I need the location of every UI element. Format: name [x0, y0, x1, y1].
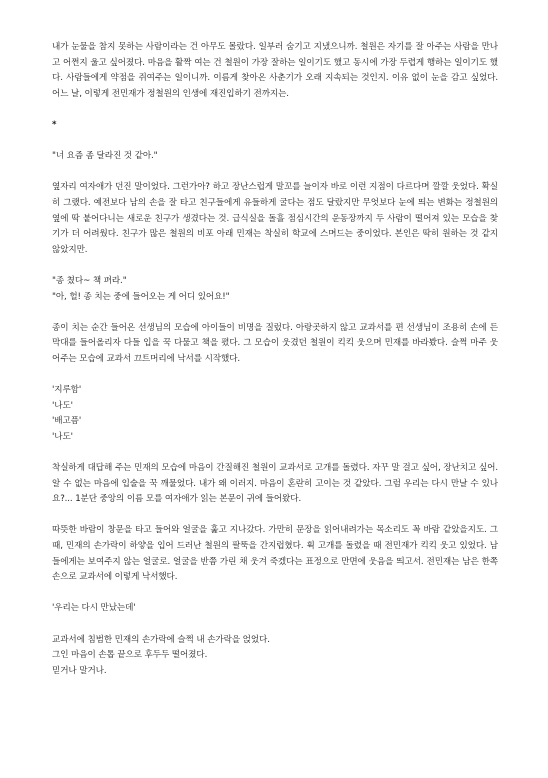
text-line: "아, 헐! 종 치는 중에 들어오는 게 어디 있어요!" — [52, 291, 230, 302]
text-line: 그인 마음이 손톱 끝으로 후두두 떨어졌다. — [52, 650, 208, 661]
text-line: '나도' — [52, 400, 73, 411]
text-line: "종 쳤다~ 책 펴라." — [52, 275, 127, 286]
document-body — [52, 40, 498, 679]
text-line: '우리는 다시 만났는데' — [52, 603, 136, 614]
paragraph: 종이 치는 순간 들어온 선생님의 모습에 아이들이 비명을 질렀다. 아랑곳하지 않고 교과서를 편 선생님이 조용히 손에 든 막대를 들어올리자 다들 입을 꾹 다물고 책을 폈다. 그 모습이 웃겼던 철원이 킥킥 웃으며 민재를 바라봤다. 슬쩍 마주 웃어주는 모습에 교과서 끄트머리에 낙서를 시작했다. — [52, 322, 498, 364]
text-line: '배고픔' — [52, 416, 82, 427]
text-line: '지루함' — [52, 385, 82, 396]
paragraph-gap — [52, 617, 498, 633]
paragraph-gap — [52, 258, 498, 274]
paragraph: 따뜻한 바람이 창문을 타고 들어와 얼굴을 훑고 지나갔다. 가만히 문장을 읽어내려가는 목소리도 꼭 바람 같았을지도. 그때, 민재의 손가락이 하얗을 입어 드러난 철원의 팔뚝을 간지럽혔다. 휙 고개를 돌렸을 때 전민재가 킥킥 웃고 있었다. 남들에게는 보여주지 않는 얼굴로. 얼굴을 반쯤 가린 채 웃겨 죽겠다는 표정으로 만면에 웃음을 띄고서. 전민재는 남은 한쪽 손으로 교과서에 이렇게 낙서했다. — [52, 525, 498, 583]
paragraph-gap — [52, 508, 498, 524]
paragraph: "너 요즘 좀 달라진 것 같아." — [52, 151, 158, 162]
paragraph: 내가 눈물을 참지 못하는 사람이라는 건 아무도 몰랐다. 일부러 숨기고 지냈으니까. 철원은 자기를 잘 아주는 사람을 만나고 어쩐지 울고 싶어졌다. 마음을 활짝 여는 건 철원이 가장 잘하는 일이기도 했고 동시에 가장 두렵게 행하는 일이기도 했다. 사람들에게 약점을 쥐여주는 일이니까. 이름게 찾아온 사춘기가 오래 지속되는 것인지. 이유 없이 눈을 감고 싶었다. 어느 날, 이렇게 전민재가 정철원의 인생에 재진입하기 전까지는. — [52, 42, 498, 99]
paragraph: 옆자리 여자애가 던진 말이었다. 그런가아? 하고 장난스럽게 말꼬를 늘이자 바로 이런 지점이 다르다며 깔깔 웃었다. 확실히 그랬다. 예전보다 남의 손을 잘 타고 친구들에게 유들하게 굴다는 점도 달랐지만 무엇보다 눈에 띄는 변화는 정철원의 옆에 딱 붙어다니는 새로운 친구가 생겼다는 것. 급식실을 돌흘 점심시간의 운동장까지 두 사람이 떨어져 있는 모습을 찾기가 더 어려웠다. 친구가 많은 철원의 비포 아래 민재는 착실히 학교에 스며드는 중이었다. 본인은 딱히 원하는 것 같지 않았지만. — [52, 182, 498, 255]
text-line: '나도' — [52, 431, 73, 442]
paragraph-gap — [52, 367, 498, 383]
text-line: 교과서에 침범한 민재의 손가락에 슬쩍 내 손가락을 얹었다. — [52, 634, 270, 645]
scene-separator: * — [52, 119, 57, 130]
paragraph-gap — [52, 102, 498, 118]
paragraph-gap — [52, 305, 498, 321]
paragraph-gap — [52, 134, 498, 150]
paragraph-gap — [52, 445, 498, 461]
text-line: 믿거나 말거나. — [52, 665, 107, 676]
paragraph-gap — [52, 165, 498, 181]
paragraph: 착실하게 대답해 주는 민재의 모습에 마음이 간질해진 철원이 교과서로 고개를 돌렸다. 자꾸 말 걸고 싶어, 장난치고 싶어. 알 수 없는 마음에 입술을 꾹 깨물었다. 내가 왜 이러지. 마음이 혼란히 고이는 것 같았다. 그럼 우리는 다시 만날 수 있나요?... 1분단 중앙의 이름 모를 여자애가 읽는 본문이 귀에 들어왔다. — [52, 463, 498, 505]
paragraph-gap — [52, 586, 498, 602]
